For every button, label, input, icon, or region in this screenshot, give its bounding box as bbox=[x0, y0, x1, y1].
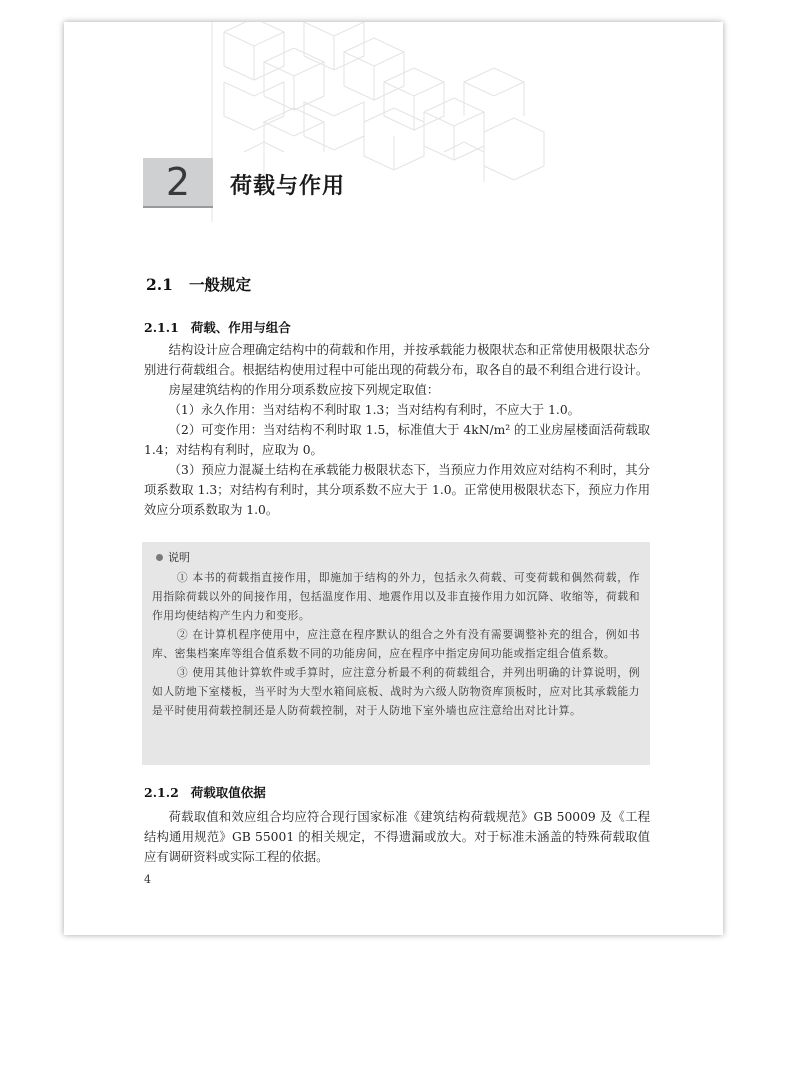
note-label: 说明 bbox=[168, 551, 190, 564]
section-heading bbox=[144, 273, 251, 295]
bullet-dot-icon bbox=[156, 554, 163, 561]
subsection-heading-1 bbox=[144, 318, 291, 336]
subsection-title-2: 荷载取值依据 bbox=[190, 785, 266, 800]
note-box bbox=[142, 542, 650, 765]
subsection-body-1 bbox=[144, 340, 650, 520]
paragraph: （2）可变作用：当对结构不利时取 1.5，标准值大于 4kN/m² 的工业房屋楼面活荷载取 1.4；对结构有利时，应取为 0。 bbox=[144, 423, 650, 457]
book-page bbox=[64, 22, 723, 935]
paragraph: 房屋建筑结构的作用分项系数应按下列规定取值： bbox=[168, 383, 440, 397]
subsection-number-1: 2.1.1 bbox=[144, 320, 179, 335]
section-number: 2.1 bbox=[146, 275, 173, 294]
page-number: 4 bbox=[144, 873, 151, 886]
note-paragraph: ② 在计算机程序使用中，应注意在程序默认的组合之外有没有需要调整补充的组合，例如书库、密集档案库等组合值系数不同的功能房间，应在程序中指定房间功能或指定组合值系数。 bbox=[152, 628, 640, 660]
chapter-title: 荷载与作用 bbox=[230, 174, 346, 199]
paragraph: （1）永久作用：当对结构不利时取 1.3；当对结构有利时，不应大于 1.0。 bbox=[168, 403, 580, 417]
paragraph: 结构设计应合理确定结构中的荷载和作用，并按承载能力极限状态和正常使用极限状态分别进行荷载组合。根据结构使用过程中可能出现的荷载分布，取各自的最不利组合进行设计。 bbox=[144, 343, 650, 377]
paragraph: （3）预应力混凝土结构在承载能力极限状态下，当预应力作用效应对结构不利时，其分项系数取 1.3；对结构有利时，其分项系数不应大于 1.0。正常使用极限状态下，预应力作用效应分项系数取为 1.0。 bbox=[144, 463, 650, 517]
paragraph: 荷载取值和效应组合均应符合现行国家标准《建筑结构荷载规范》GB 50009 及《工程结构通用规范》GB 55001 的相关规定，不得遗漏或放大。对于标准未涵盖的特殊荷载取值应有调研资料或实际工程的依据。 bbox=[144, 810, 650, 864]
note-paragraph: ① 本书的荷载指直接作用，即施加于结构的外力，包括永久荷载、可变荷载和偶然荷载，作用指除荷载以外的间接作用，包括温度作用、地震作用以及非直接作用力如沉降、收缩等，荷载和作用均使结构产生内力和变形。 bbox=[152, 571, 640, 622]
chapter-number: 2 bbox=[143, 158, 213, 208]
note-heading bbox=[156, 548, 190, 567]
note-body bbox=[152, 568, 640, 720]
subsection-title-1: 荷载、作用与组合 bbox=[190, 320, 291, 335]
subsection-heading-2 bbox=[144, 783, 266, 801]
note-paragraph: ③ 使用其他计算软件或手算时，应注意分析最不利的荷载组合，并列出明确的计算说明，例如人防地下室楼板，当平时为大型水箱间底板、战时为六级人防物资库顶板时，应对比其承载能力是平时使用荷载控制还是人防荷载控制，对于人防地下室外墙也应注意给出对比计算。 bbox=[152, 666, 640, 717]
subsection-body-2 bbox=[144, 807, 650, 867]
section-title: 一般规定 bbox=[188, 276, 251, 294]
subsection-number-2: 2.1.2 bbox=[144, 785, 179, 800]
